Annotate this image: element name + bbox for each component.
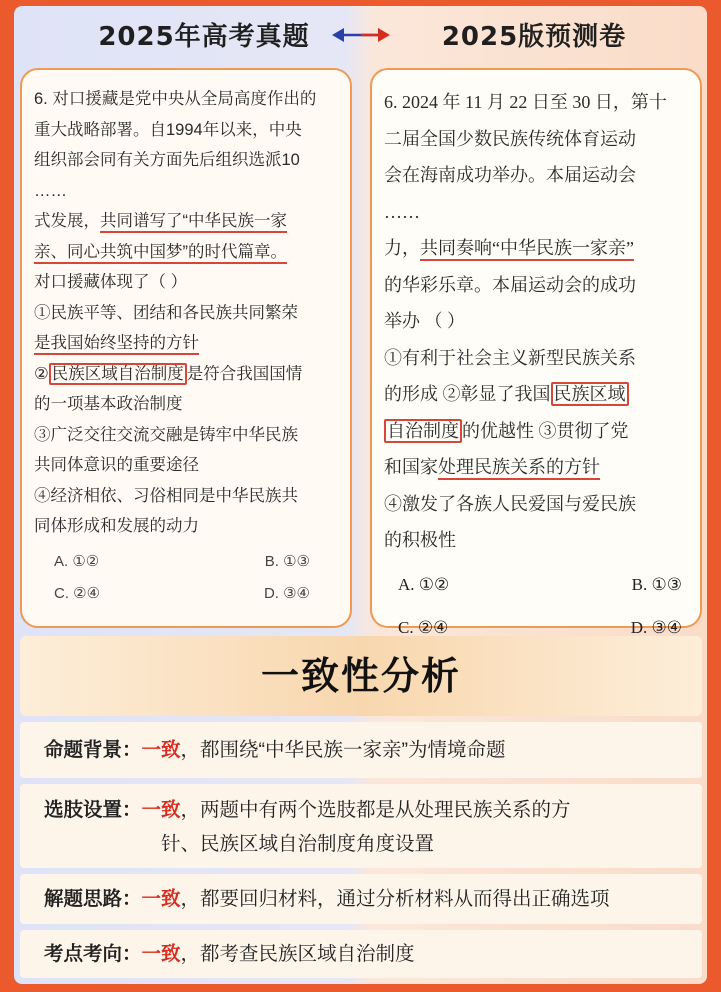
option-d: D. ③④ <box>630 617 682 637</box>
exam-question-text <box>34 84 340 610</box>
text: 力， <box>384 238 420 258</box>
statement-1: ①民族平等、团结和各民族共同繁荣 <box>34 303 298 322</box>
verdict: 一致 <box>141 888 181 910</box>
analysis-row-text <box>44 882 686 916</box>
right-title: 2025版预测卷 <box>441 22 627 52</box>
consistency-analysis <box>20 636 702 978</box>
text: 的优越性 ③贯彻了党 <box>462 420 629 441</box>
text: 的形成 ②彰显了我国 <box>384 384 551 404</box>
question-line: 组织部会同有关方面先后组织选派10 <box>34 151 300 169</box>
content-panel <box>14 6 707 984</box>
option-a: A. ①② <box>54 552 100 570</box>
row-text: ，两题中有两个选肢都是从处理民族关系的方 <box>180 799 571 821</box>
question-line: 会在海南成功举办。本届运动会 <box>384 165 636 185</box>
left-title: 2025年高考真题 <box>98 22 310 52</box>
statement-1-cont <box>34 328 340 359</box>
statement-2-cont: 的一项基本政治制度 <box>34 395 183 413</box>
statement-2 <box>384 376 690 413</box>
option-a: A. ①② <box>398 574 450 594</box>
analysis-row-text <box>44 937 686 971</box>
question-line: 重大战略部署。自1994年以来，中央 <box>34 120 302 139</box>
ellipsis: …… <box>384 201 420 222</box>
analysis-title: 一致性分析 <box>20 636 702 716</box>
statement-1: ①有利于社会主义新型民族关系 <box>384 347 636 368</box>
ellipsis: …… <box>34 181 67 200</box>
analysis-row-background <box>20 722 702 778</box>
analysis-row-text <box>44 733 686 767</box>
statement-2-cont <box>384 413 690 450</box>
verdict: 一致 <box>141 739 181 761</box>
row-label: 选肢设置： <box>44 799 142 821</box>
text: ② <box>34 364 49 383</box>
option-c: C. ②④ <box>398 617 449 637</box>
question-line: 6. 对口援藏是党中央从全局高度作出的 <box>34 90 317 108</box>
statement-3-cont <box>384 449 690 486</box>
row-text: ，都围绕“中华民族一家亲”为情境命题 <box>180 739 506 761</box>
row-label: 解题思路： <box>44 888 142 910</box>
analysis-row-options <box>20 784 702 868</box>
statement-4-cont: 同体形成和发展的动力 <box>34 517 199 535</box>
underlined-phrase: 、同心共筑中国梦”的时代篇章。 <box>51 243 288 264</box>
answer-options-row <box>34 546 340 578</box>
verdict: 一致 <box>141 943 181 965</box>
question-line: 二届全国少数民族传统体育运动 <box>384 128 636 149</box>
row-text-cont: 针、民族区域自治制度角度设置 <box>161 833 435 855</box>
question-line <box>384 230 690 267</box>
statement-4: ④经济相依、习俗相同是中华民族共 <box>34 486 298 505</box>
answer-options-row <box>34 578 340 610</box>
verdict: 一致 <box>141 799 181 821</box>
exam-question-card <box>20 68 352 628</box>
prediction-question-text <box>384 84 690 649</box>
statement-4-cont: 的积极性 <box>384 530 456 550</box>
option-b: B. ①③ <box>264 552 310 570</box>
question-stem: 举办 （ ） <box>384 311 465 331</box>
row-label: 命题背景： <box>44 739 142 761</box>
row-text: ，都考查民族区域自治制度 <box>180 943 415 965</box>
boxed-phrase: 民族区域 <box>551 382 629 406</box>
text: 式发展， <box>34 212 100 230</box>
statement-3-cont: 共同体意识的重要途径 <box>34 456 199 474</box>
text: 和国家 <box>384 457 438 477</box>
double-arrow-icon <box>330 24 392 46</box>
question-line <box>34 237 340 268</box>
text: 是符合我国国情 <box>186 364 303 383</box>
option-b: B. ①③ <box>631 574 682 594</box>
prediction-question-card <box>370 68 702 637</box>
analysis-row-text <box>44 793 686 861</box>
row-label: 考点考向： <box>44 943 142 965</box>
underlined-phrase: 共同奏响“中华民族一家亲” <box>420 238 634 261</box>
statement-2 <box>34 359 340 390</box>
option-d: D. ③④ <box>263 584 310 602</box>
boxed-phrase: 自治制度 <box>384 419 462 443</box>
underlined-phrase: 处理民族关系的方针 <box>438 457 600 480</box>
statement-4: ④激发了各族人民爱国与爱民族 <box>384 493 636 514</box>
row-text: ，都要回归材料，通过分析材料从而得出正确选项 <box>180 888 610 910</box>
underlined-phrase: 亲 <box>34 243 51 264</box>
analysis-row-approach <box>20 874 702 924</box>
analysis-row-focus <box>20 930 702 978</box>
option-c: C. ②④ <box>54 584 101 602</box>
question-line <box>34 206 340 237</box>
question-stem: 对口援藏体现了（ ） <box>34 273 188 291</box>
statement-3: ③广泛交往交流交融是铸牢中华民族 <box>34 425 298 444</box>
underlined-phrase: 共同谱写了“中华民族一家 <box>100 212 287 233</box>
underlined-phrase: 是我国始终坚持的方针 <box>34 334 199 355</box>
question-line: 的华彩乐章。本届运动会的成功 <box>384 274 636 295</box>
question-line: 6. 2024 年 11 月 22 日至 30 日，第十 <box>384 92 667 112</box>
boxed-phrase: 民族区域自治制度 <box>49 363 187 385</box>
answer-options-row <box>384 563 690 606</box>
